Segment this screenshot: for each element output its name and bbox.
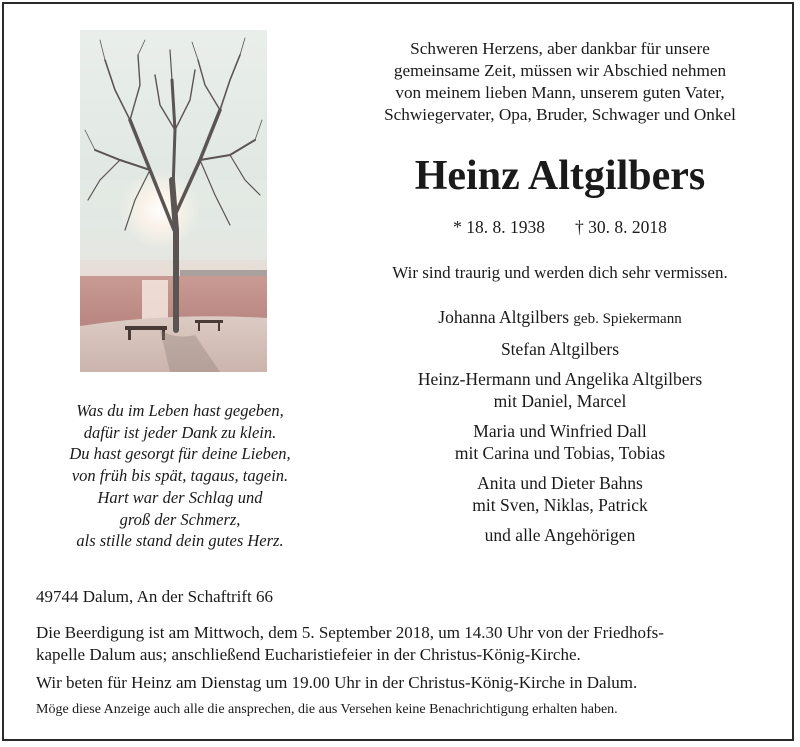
family-group	[340, 368, 780, 412]
family-line: Maria und Winfried Dall	[473, 421, 647, 441]
poem-line: Du hast gesorgt für deine Lieben,	[69, 444, 291, 464]
mourning-line: Wir sind traurig und werden dich sehr vermissen.	[392, 263, 728, 282]
poem-line: von früh bis spät, tagaus, tagein.	[71, 466, 289, 486]
family-line: mit Daniel, Marcel	[493, 391, 627, 411]
poem-line: Was du im Leben hast gegeben,	[76, 401, 284, 420]
tree-lake-image	[80, 30, 267, 372]
birth-date: * 18. 8. 1938	[453, 217, 545, 237]
death-date: † 30. 8. 2018	[575, 217, 667, 237]
family-wife	[340, 306, 780, 330]
address: 49744 Dalum, An der Schaftrift 66	[36, 587, 274, 606]
poem-line: Hart war der Schlag und	[97, 487, 263, 507]
funeral-line: Die Beerdigung ist am Mittwoch, dem 5. September 2018, um 14.30 Uhr von der Friedhofs-	[36, 623, 664, 642]
wife-birthname: geb. Spiekermann	[573, 311, 682, 327]
family-son: Stefan Altgilbers	[500, 339, 620, 359]
family-list	[340, 306, 780, 546]
family-closing: und alle Angehörigen	[484, 525, 636, 545]
funeral-line: kapelle Dalum aus; anschließend Eucharistiefeier in der Christus-König-Kirche.	[36, 645, 581, 664]
deceased-name: Heinz Altgilbers	[414, 153, 706, 199]
notice-note: Möge diese Anzeige auch alle die ansprechen, die aus Versehen keine Benachrichtigung erhalten haben.	[36, 702, 618, 717]
family-line: mit Carina und Tobias, Tobias	[454, 443, 666, 463]
family-line: Heinz-Hermann und Angelika Altgilbers	[417, 369, 703, 389]
poem-line: dafür ist jeder Dank zu klein.	[83, 422, 277, 442]
family-group	[340, 420, 780, 464]
poem-line: als stille stand dein gutes Herz.	[76, 531, 284, 551]
intro-text	[340, 38, 780, 126]
intro-line: gemeinsame Zeit, müssen wir Abschied nehmen	[393, 61, 727, 80]
memorial-photo	[80, 30, 267, 372]
family-line: Anita und Dieter Bahns	[477, 473, 643, 493]
intro-line: Schwiegervater, Opa, Bruder, Schwager und Onkel	[384, 105, 736, 124]
life-dates	[340, 216, 780, 238]
family-group	[340, 472, 780, 516]
wife-name: Johanna Altgilbers	[438, 307, 570, 327]
family-line: mit Sven, Niklas, Patrick	[472, 495, 648, 515]
prayer-info: Wir beten für Heinz am Dienstag um 19.00 Uhr in der Christus-König-Kirche in Dalum.	[36, 673, 638, 692]
funeral-info	[36, 622, 776, 666]
intro-line: von meinem lieben Mann, unserem guten Vater,	[395, 83, 725, 102]
intro-line: Schweren Herzens, aber dankbar für unsere	[410, 39, 710, 58]
poem	[30, 400, 330, 552]
poem-line: groß der Schmerz,	[119, 509, 241, 529]
